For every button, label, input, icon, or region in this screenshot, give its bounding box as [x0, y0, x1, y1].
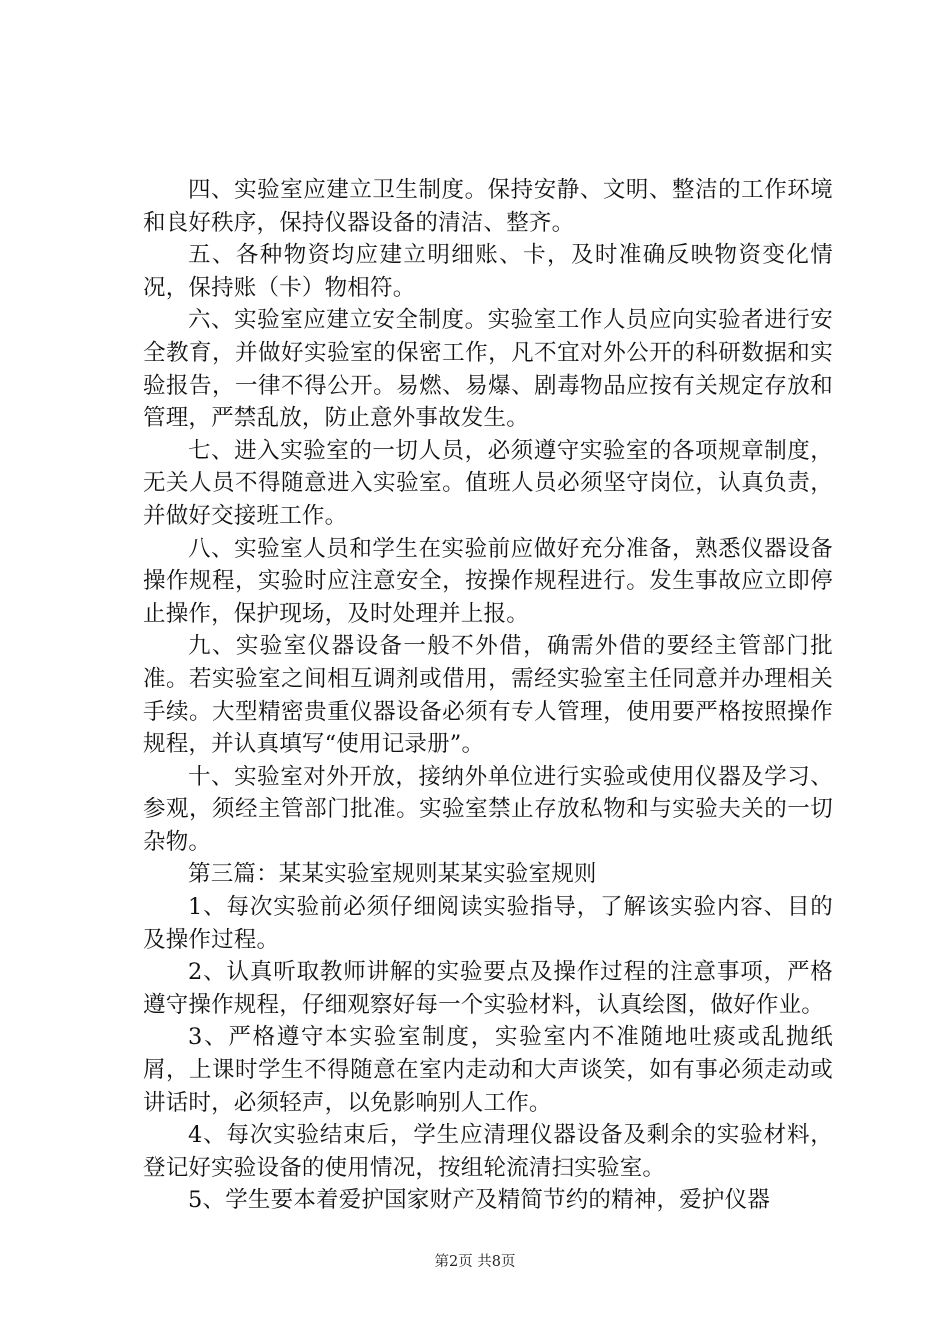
paragraph-7: 七、进入实验室的一切人员，必须遵守实验室的各项规章制度，无关人员不得随意进入实验室。值班人员必须坚守岗位，认真负责，并做好交接班工作。 [143, 437, 833, 529]
rule-item-2: 2、认真听取教师讲解的实验要点及操作过程的注意事项，严格遵守操作规程，仔细观察好每一个实验材料，认真绘图，做好作业。 [143, 959, 833, 1018]
rule-item-5: 5、学生要本着爱护国家财产及精简节约的精神，爱护仪器 [188, 1187, 771, 1214]
paragraph-10: 十、实验室对外开放，接纳外单位进行实验或使用仪器及学习、参观，须经主管部门批准。实验室禁止存放私物和与实验夫关的一切杂物。 [143, 763, 833, 855]
paragraph-6: 六、实验室应建立安全制度。实验室工作人员应向实验者进行安全教育，并做好实验室的保密工作，凡不宜对外公开的科研数据和实验报告，一律不得公开。易燃、易爆、剧毒物品应按有关规定存放和管理，严禁乱放，防止意外事故发生。 [143, 307, 833, 432]
rule-item-1: 1、每次实验前必须仔细阅读实验指导，了解该实验内容、目的及操作过程。 [143, 894, 833, 953]
document-body [143, 174, 833, 1217]
paragraph-9: 九、实验室仪器设备一般不外借，确需外借的要经主管部门批准。若实验室之间相互调剂或借用，需经实验室主任同意并办理相关手续。大型精密贵重仪器设备必须有专人管理，使用要严格按照操作规程，并认真填写“使用记录册”。 [143, 633, 833, 758]
section-heading: 第三篇：某某实验室规则某某实验室规则 [188, 861, 597, 888]
rule-item-4: 4、每次实验结束后，学生应清理仪器设备及剩余的实验材料，登记好实验设备的使用情况，按组轮流清扫实验室。 [143, 1122, 833, 1181]
paragraph-8: 八、实验室人员和学生在实验前应做好充分准备，熟悉仪器设备操作规程，实验时应注意安全，按操作规程进行。发生事故应立即停止操作，保护现场，及时处理并上报。 [143, 535, 833, 627]
paragraph-5: 五、各种物资均应建立明细账、卡，及时准确反映物资变化情况，保持账（卡）物相符。 [143, 242, 833, 301]
paragraph-4: 四、实验室应建立卫生制度。保持安静、文明、整洁的工作环境和良好秩序，保持仪器设备的清洁、整齐。 [143, 177, 833, 236]
rule-item-3: 3、严格遵守本实验室制度，实验室内不准随地吐痰或乱抛纸屑，上课时学生不得随意在室内走动和大声谈笑，如有事必须走动或讲话时，必须轻声，以免影响别人工作。 [143, 1024, 833, 1116]
page-footer: 第2页 共8页 [434, 1254, 516, 1270]
